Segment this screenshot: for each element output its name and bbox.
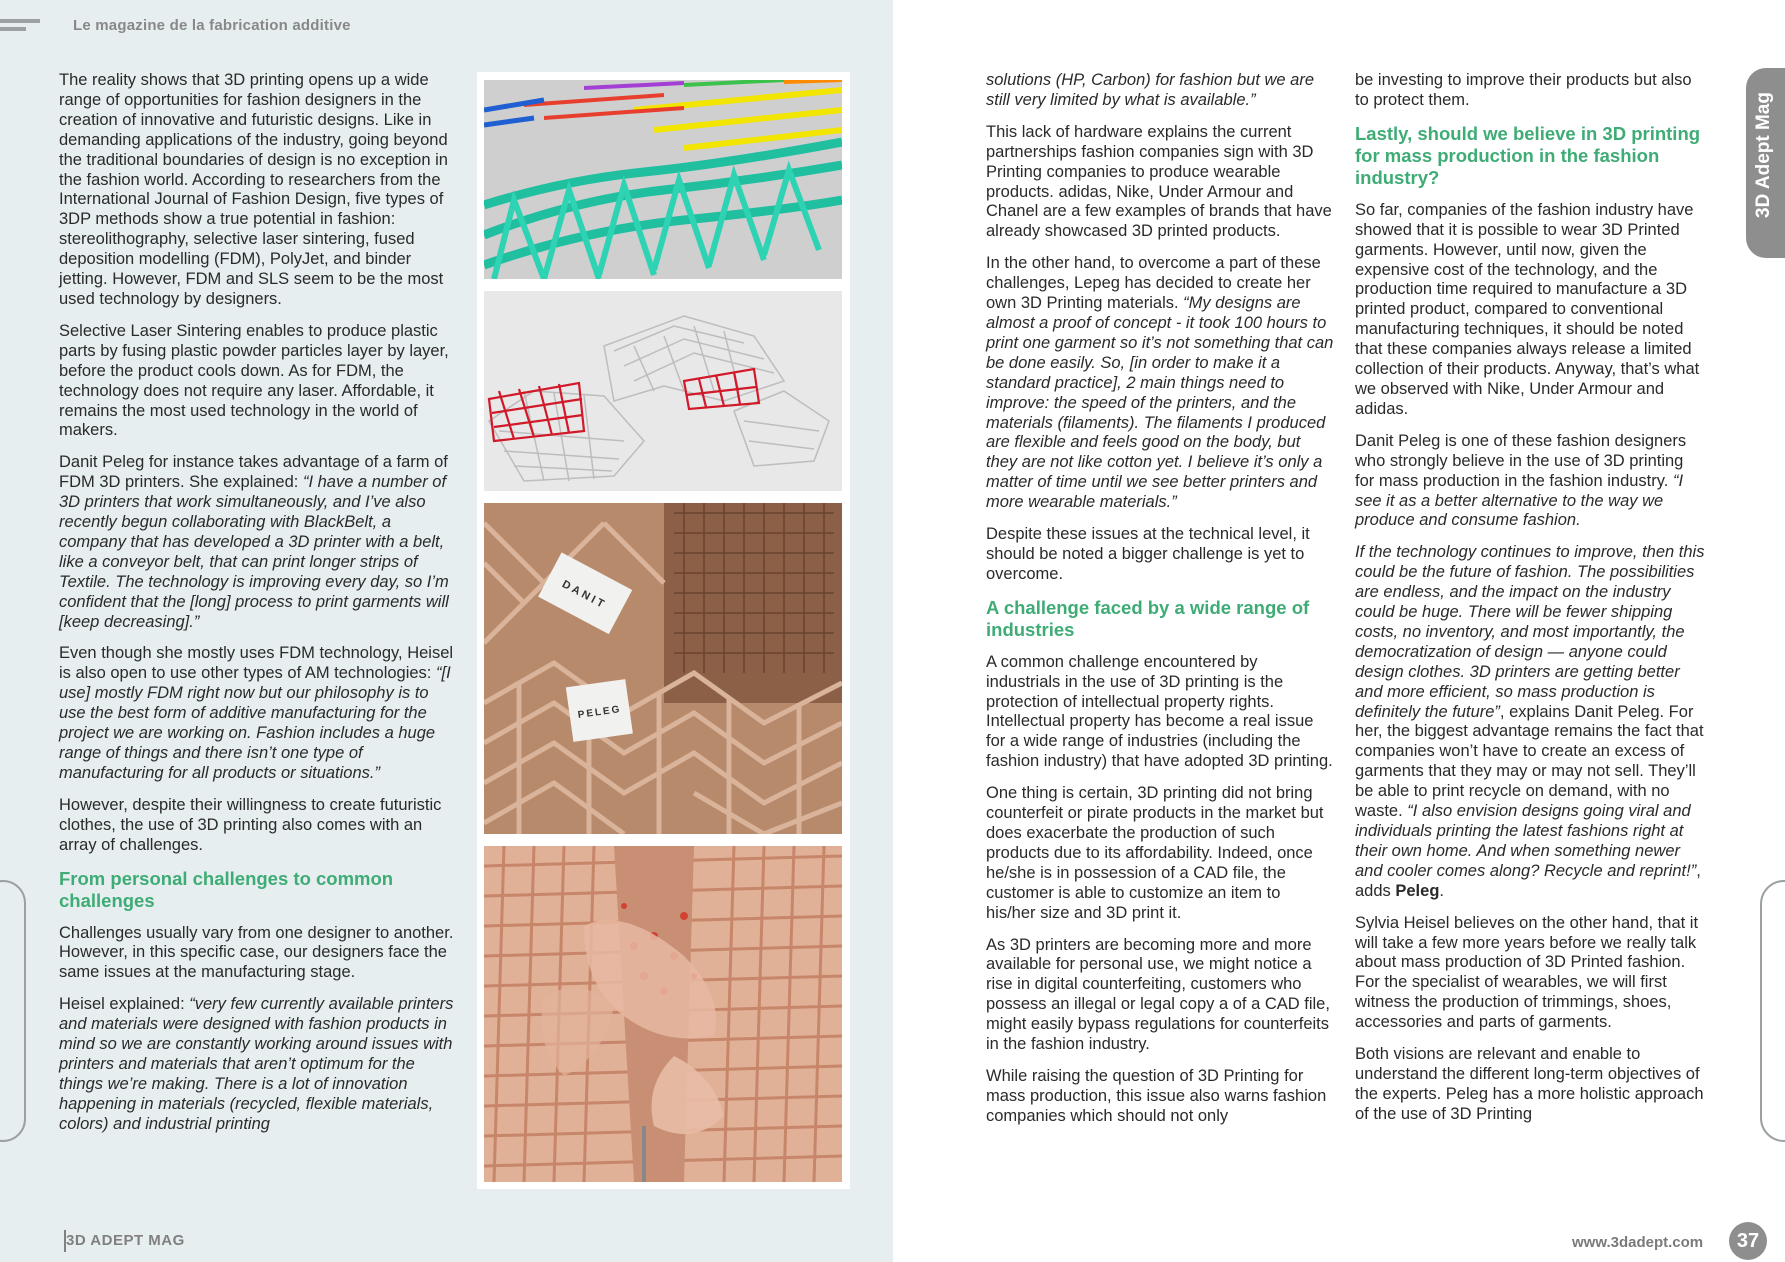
- paragraph: Sylvia Heisel believes on the other hand, that it will take a few more years before we really talk about mass production of 3D Printed fashion. For the specialist of wearables, we will first witness the production of trimmings, shoes, accessories and parts of garments.: [1355, 913, 1699, 1032]
- paragraph: While raising the question of 3D Printing for mass production, this issue also warns fashion companies which should not only: [986, 1066, 1327, 1125]
- paragraph: The reality shows that 3D printing opens up a wide range of opportunities for fashion designers in the creation of innovative and futuristic designs. Like in demanding applications of the industry, going beyond the traditional boundaries of design is no exception in the fashion world. According to researchers from the International Journal of Fashion Design, five types of 3DP methods show a true potential in fashion: stereolithography, selective laser sintering, fused deposition modelling (FDM), PolyJet, and binder jetting. However, FDM and SLS seem to be the most used technology by designers.: [59, 71, 448, 308]
- photo-tan-lattice-garment: [484, 503, 842, 834]
- section-heading: From personal challenges to common challenges: [59, 867, 394, 911]
- paragraph: [59, 995, 459, 1134]
- quote: “[I use] mostly FDM right now but our philosophy is to use the best form of additive manufacturing for the project we are working on. Fashion includes a huge range of things and there isn’t one type of manufacturing for all products or situations.”: [59, 664, 451, 782]
- photo-strip: [477, 72, 850, 1189]
- quote: “very few currently available printers and materials were designed with fashion products in mind so we are constantly working around issues with printers and materials that aren’t optimum for the things we’re making. There is a lot of innovation happening in materials (recycled, flexible materials, colors) and industrial printing: [59, 995, 454, 1133]
- paragraph: [986, 254, 1334, 513]
- quote: “I see it as a better alternative to the way we produce and consume fashion.: [1355, 471, 1684, 530]
- footer-website-link[interactable]: www.3dadept.com: [1572, 1234, 1704, 1251]
- bold-name: Peleg: [1395, 881, 1440, 900]
- quote: “I have a number of 3D printers that work simultaneously, and I’ve also recently begun collaborating with BlackBelt, a company that has developed a 3D printer with a belt, like a conveyor belt, that can print longer strips of Textile. The technology is improving every day, so I’m confident that the [long] process to print garments will [keep decreasing].”: [59, 473, 449, 631]
- article-column-1: [59, 71, 459, 1147]
- paragraph: This lack of hardware explains the current partnerships fashion companies sign with 3D Printing companies to produce wearable products. adidas, Nike, Under Armour and Chanel are a few examples of brands that have already showcased 3D printed products.: [986, 122, 1332, 241]
- paragraph: [1355, 543, 1707, 901]
- tag-text: DANIT: [559, 578, 609, 612]
- footer-magazine-name: 3D ADEPT MAG: [66, 1232, 185, 1249]
- section-heading: Lastly, should we believe in 3D printing for mass production in the fashion industry?: [1355, 122, 1701, 188]
- article-column-2: [986, 71, 1334, 1139]
- paragraph-text: Even though she mostly uses FDM technology, Heisel is also open to use other types of AM technologies:: [59, 644, 454, 683]
- paragraph-text: Danit Peleg is one of these fashion designers who strongly believe in the use of 3D printing for mass production in the fashion industry.: [1355, 431, 1687, 490]
- decorative-bracket-right: [1760, 880, 1785, 1142]
- paragraph: [59, 644, 459, 783]
- paragraph: One thing is certain, 3D printing did not bring counterfeit or pirate products in the market but does exacerbate the production of such products due to its affordability. Indeed, once he/she is in possession of a CAD file, the customer is able to customize an item to his/her size and 3D print it.: [986, 784, 1324, 922]
- paragraph: A common challenge encountered by industrials in the use of 3D printing is the protection of intellectual property rights. Intellectual property has become a real issue for a wide range of industries (including the fashion industry) that have adopted 3D printing.: [986, 652, 1333, 771]
- paragraph: be investing to improve their products but also to protect them.: [1355, 71, 1692, 109]
- paragraph-text: Heisel explained:: [59, 995, 190, 1014]
- paragraph-text: Danit Peleg for instance takes advantage of a farm of FDM 3D printers. She explained:: [59, 453, 448, 492]
- article-column-3: [1355, 71, 1707, 1137]
- quote: If the technology continues to improve, then this could be the future of fashion. The possibilities are endless, and the impact on the industry could be huge. There will be fewer shipping costs, no inventory, and most importantly, the democratization of design — anyone could design clothes. 3D printers are getting better and more efficient, so mass production is definitely the future”: [1355, 543, 1705, 721]
- paragraph: Challenges usually vary from one designer to another. However, in this specific case, our designers face the same issues at the manufacturing stage.: [59, 923, 454, 982]
- paragraph-text: , adds: [1355, 861, 1701, 900]
- paragraph: Despite these issues at the technical level, it should be noted a bigger challenge is yet to overcome.: [986, 525, 1310, 583]
- paragraph: [59, 453, 459, 632]
- photo-colorful-lattice: [484, 80, 842, 279]
- paragraph: [986, 71, 1334, 111]
- paragraph-text: In the other hand, to overcome a part of these challenges, Lepeg has decided to create her own 3D Printing materials.: [986, 254, 1321, 313]
- quote: solutions (HP, Carbon) for fashion but we are still very limited by what is available.”: [986, 71, 1315, 109]
- tag-text: PELEG: [577, 703, 623, 721]
- paragraph: [1355, 432, 1707, 532]
- section-heading: A challenge faced by a wide range of industries: [986, 596, 1310, 640]
- side-tab: [1746, 68, 1785, 258]
- quote: “My designs are almost a proof of concept - it took 100 hours to print one garment so it’s not something that can be done easily. So, [in order to make it a standard practice], 2 main things need to improve: the speed of the printers, and the materials (filaments). The filaments I produced are flexible and feels good on the body, but they are not like cotton yet. I believe it’s only a matter of time until we see better printers and more wearable materials.”: [986, 294, 1334, 512]
- paragraph: So far, companies of the fashion industry have showed that it is possible to wear 3D Printed garments. However, until now, given the expensive cost of the technology, and the production time required to manufacture a 3D printed product, compared to conventional manufacturing techniques, it should be noted that these companies always release a limited collection of their products. Anyway, that’s what we observed with Nike, Under Armour and adidas.: [1355, 200, 1700, 418]
- paragraph: However, despite their willingness to create futuristic clothes, the use of 3D printing also comes with an array of challenges.: [59, 795, 442, 854]
- paragraph: Both visions are relevant and enable to understand the different long-term objectives of the experts. Peleg has a more holistic approach of the use of 3D Printing: [1355, 1045, 1704, 1123]
- paragraph-text: .: [1439, 881, 1444, 900]
- photo-white-red-lattice: [484, 291, 842, 491]
- decorative-bracket-left: [0, 880, 26, 1142]
- paragraph: As 3D printers are becoming more and more available for personal use, we might notice a rise in digital counterfeiting, customers who possess an illegal or legal copy a of a CAD file, might easily bypass regulations for counterfeits in the fashion industry.: [986, 935, 1330, 1054]
- quote: “I also envision designs going viral and individuals printing the latest fashions right at their own home. And when something newer and cooler comes along? Recycle and reprint!”: [1355, 802, 1697, 880]
- side-tab-label: 3D Adept Mag: [1753, 92, 1774, 218]
- magazine-title: Le magazine de la fabrication additive: [73, 17, 351, 34]
- page-number: 37: [1729, 1222, 1767, 1260]
- paragraph-text: , explains Danit Peleg. For her, the biggest advantage remains the fact that companies won’t have to create an excess of garments that they may or may not sell. They’ll be able to print recycle on demand, with no waste.: [1355, 702, 1704, 821]
- photo-model-lace-jacket: [484, 846, 842, 1182]
- header-bars-icon: [0, 19, 40, 35]
- paragraph: Selective Laser Sintering enables to produce plastic parts by fusing plastic powder particles layer by layer, before the product cools down. As for FDM, the technology does not require any laser. Affordable, it remains the most used technology in the world of makers.: [59, 321, 449, 440]
